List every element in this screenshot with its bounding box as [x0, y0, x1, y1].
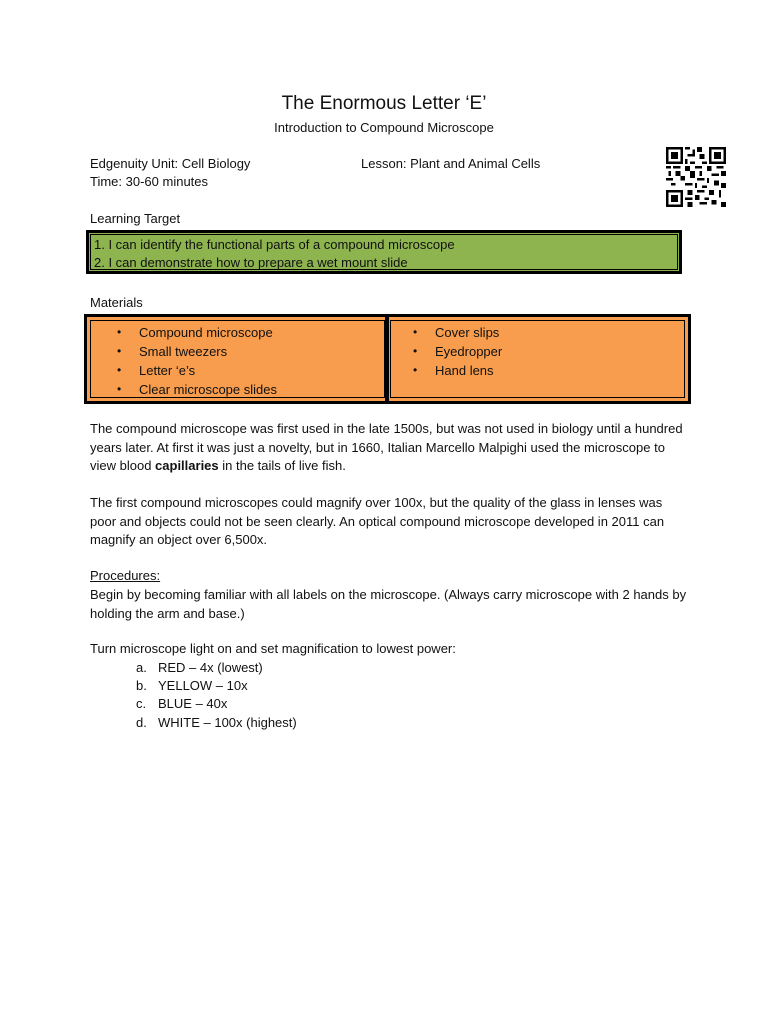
list-item: c. BLUE – 40x: [136, 696, 228, 711]
bullet-icon: •: [117, 382, 122, 396]
list-item: d. WHITE – 100x (highest): [136, 715, 297, 730]
learning-target-box: [86, 230, 682, 274]
history-paragraph: The compound microscope was first used in the late 1500s, but was not used in biology until a hundred years later. At first it was just a novelty, but in 1660, Italian Marcello Malpighi used the microscope to view blood capillaries in the tails of live fish.: [90, 421, 683, 473]
capillaries-term: capillaries: [155, 458, 219, 473]
magnification-paragraph: The first compound microscopes could magnify over 100x, but the quality of the glass in lenses was poor and objects could not be seen clearly. An optical compound microscope developed in 2011 can magnify an object over 6,500x.: [90, 495, 665, 547]
materials-box: [84, 314, 691, 404]
materials-divider: [385, 317, 389, 401]
document-subtitle: Introduction to Compound Microscope: [274, 120, 494, 135]
bullet-icon: •: [117, 325, 122, 339]
procedures-intro: Begin by becoming familiar with all labels on the microscope. (Always carry microscope with 2 hands by holding the arm and base.): [90, 587, 687, 621]
list-item: a. RED – 4x (lowest): [136, 660, 263, 675]
bullet-icon: •: [117, 344, 122, 358]
lesson-label: Lesson: Plant and Animal Cells: [361, 156, 541, 171]
bullet-icon: •: [413, 325, 418, 339]
procedures-heading: Procedures:: [90, 568, 161, 583]
materials-right-column: • Cover slips • Eyedropper • Hand lens: [390, 320, 685, 398]
materials-left-column: • Compound microscope • Small tweezers • Letter ‘e’s • Clear microscope slides: [90, 320, 385, 398]
qr-code-icon: [666, 147, 726, 207]
learning-target-heading: Learning Target: [90, 211, 181, 226]
time-label: Time: 30-60 minutes: [90, 174, 209, 189]
bullet-icon: •: [413, 363, 418, 377]
bullet-icon: •: [117, 363, 122, 377]
learning-target-item: 2. I can demonstrate how to prepare a wet mount slide: [94, 255, 408, 270]
materials-heading: Materials: [90, 295, 143, 310]
list-item: b. YELLOW – 10x: [136, 678, 248, 693]
unit-label: Edgenuity Unit: Cell Biology: [90, 156, 251, 171]
learning-target-item: 1. I can identify the functional parts of a compound microscope: [94, 237, 455, 252]
document-title: The Enormous Letter ‘E’: [281, 93, 487, 114]
bullet-icon: •: [413, 344, 418, 358]
procedures-step: Turn microscope light on and set magnification to lowest power:: [90, 641, 456, 656]
magnification-list: [0, 660, 768, 740]
